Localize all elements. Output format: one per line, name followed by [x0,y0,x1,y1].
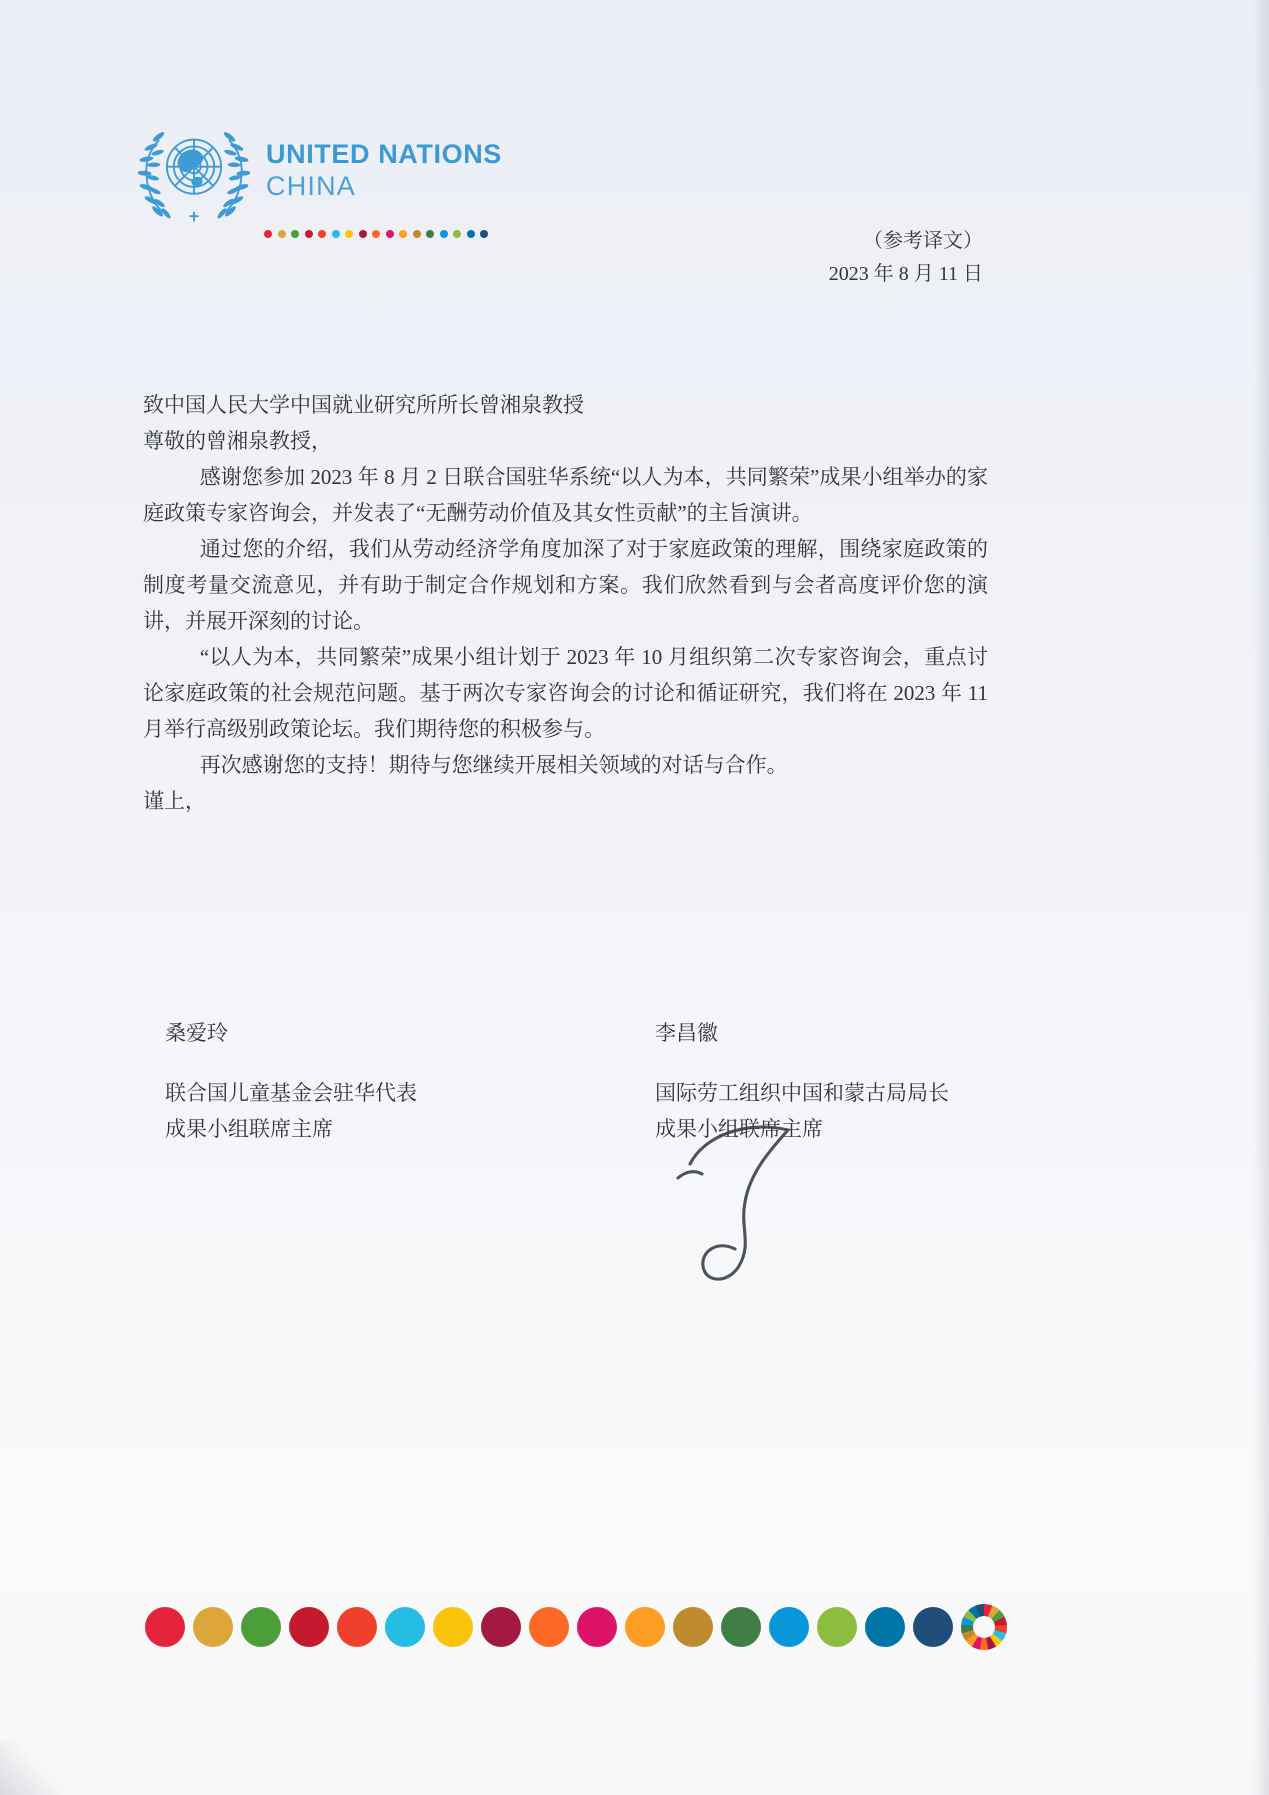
sdg-dot [359,230,367,238]
signatory-titles-left [143,1075,655,1147]
sdg-dot [433,1607,473,1647]
letter-body [143,387,988,1147]
sdg-dot [913,1607,953,1647]
sdg-dot [721,1607,761,1647]
sdg-dot [145,1607,185,1647]
signatory-titles-row [143,1075,988,1147]
sdg-dot [386,230,394,238]
signatory-name-right: 李昌徽 [655,1021,718,1045]
handwritten-signature-icon [660,1110,812,1294]
signatory-name-left: 桑爱玲 [165,1021,228,1045]
sdg-dot [426,230,434,238]
sdg-dot [673,1607,713,1647]
signatory-title: 成果小组联席主席 [655,1117,823,1141]
header-sdg-dots [264,230,488,238]
paragraph: 再次感谢您的支持！期待与您继续开展相关领域的对话与合作。 [199,753,788,777]
sdg-dot [480,230,488,238]
sdg-dot [289,1607,329,1647]
sdg-dot [278,230,286,238]
sdg-dot [385,1607,425,1647]
signatory-title: 成果小组联席主席 [165,1117,333,1141]
un-emblem-icon [138,120,250,232]
sdg-dot [318,230,326,238]
sdg-dot [529,1607,569,1647]
sdg-dot [481,1607,521,1647]
letterhead-wordmark [266,139,502,202]
sdg-dot [372,230,380,238]
paragraph: “以人为本，共同繁荣”成果小组计划于 2023 年 10 月组织第二次专家咨询会，重点讨论家庭政策的社会规范问题。基于两次专家咨询会的讨论和循证研究，我们将在 2023 年 11 月举行高级别政策论坛。我们期待您的积极参与。 [143,645,988,741]
signatory-title: 联合国儿童基金会驻华代表 [165,1081,417,1105]
translation-note: （参考译文） [863,230,983,252]
salutation: 尊敬的曾湘泉教授， [143,429,332,453]
sdg-dot [241,1607,281,1647]
sdg-dot [453,230,461,238]
sdg-dot [305,230,313,238]
paragraph: 通过您的介绍，我们从劳动经济学角度加深了对于家庭政策的理解，围绕家庭政策的制度考量交流意见，并有助于制定合作规划和方案。我们欣然看到与会者高度评价您的演讲，并展开深刻的讨论。 [143,537,988,633]
letter-date: 2023 年 8 月 11 日 [828,263,983,285]
sdg-dot [817,1607,857,1647]
sdg-dot [413,230,421,238]
sdg-dot [291,230,299,238]
signatory-names-row [143,1015,988,1051]
sdg-dot [399,230,407,238]
sdg-dot [467,230,475,238]
closing: 谨上， [143,789,206,813]
sdg-dot [865,1607,905,1647]
footer-sdg-dots [145,1604,1007,1650]
sdg-dot [625,1607,665,1647]
signatory-title: 国际劳工组织中国和蒙古局局长 [655,1081,949,1105]
sdg-dot [337,1607,377,1647]
org-region: CHINA [266,171,357,201]
sdg-dot [193,1607,233,1647]
sdg-dot [345,230,353,238]
recipient-line: 致中国人民大学中国就业研究所所长曾湘泉教授 [143,393,584,417]
sdg-dot [332,230,340,238]
sdg-dot [264,230,272,238]
org-name: UNITED NATIONS [266,139,502,169]
sdg-dot [440,230,448,238]
sdg-wheel-icon [961,1604,1007,1650]
sdg-dot [577,1607,617,1647]
date-block [829,225,983,291]
sdg-dot [769,1607,809,1647]
paragraph: 感谢您参加 2023 年 8 月 2 日联合国驻华系统“以人为本，共同繁荣”成果小组举办的家庭政策专家咨询会，并发表了“无酬劳动价值及其女性贡献”的主旨演讲。 [143,465,988,525]
scan-corner-fold [0,1740,70,1795]
